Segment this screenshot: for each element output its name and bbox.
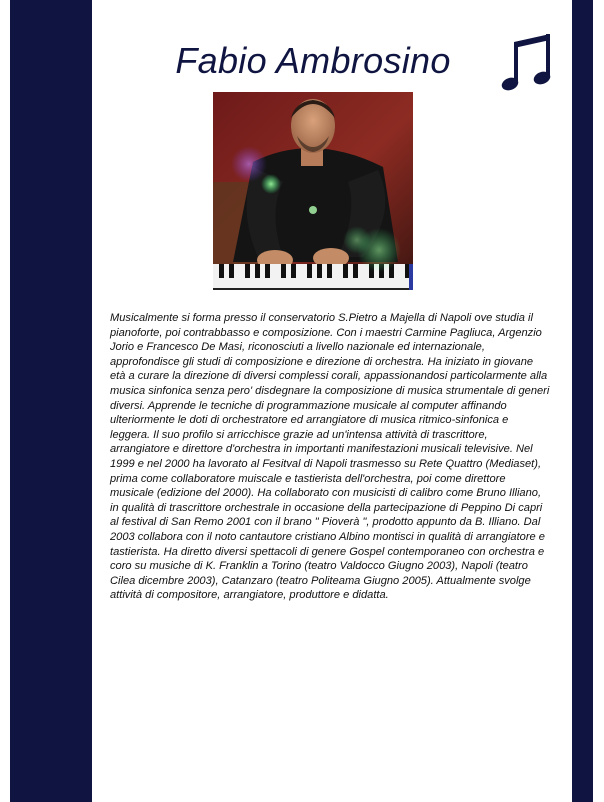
right-sidebar-band [572,0,593,802]
pianist-photo [213,92,413,290]
right-edge [593,0,604,802]
page-title: Fabio Ambrosino [175,40,451,81]
left-sidebar-band [10,0,92,802]
music-note-icon [500,28,556,94]
biography-text: Musicalmente si forma presso il conservatorio S.Pietro a Majella di Napoli ove studia il pianoforte, poi contrabbasso e composizione. Con i maestri Carmine Pagliuca, Argenzio Jorio e Francesco De Masi, riconosciuti a livello nazionale ed internazionale, approfondisce gli studi di composizione e direzione di orchestra. Ha iniziato in giovane età a curare la direzione di diversi complessi corali, appassionandosi particolarmente alla musica sinfonica senza pero' disdegnare la composizione di musica strumentale di generi diversi. Apprende le tecniche di programmazione musicale al computer affinando ulteriormente le doti di orchestratore ed arrangiatore di musica ritmico-sinfonica e leggera. Il suo profilo si arricchisce grazie ad un'intensa attività di trascrittore, arrangiatore e direttore d'orchestra in importanti manifestazioni musicali televisive. Nel 1999 e nel 2000 ha lavorato al Fesitval di Napoli trasmesso su Rete Quattro (Mediaset), prima come collaboratore muiscale e tastierista dell'orchestra, poi come direttore musicale (edizione del 2000). Ha collaborato con musicisti di calibro come Bruno Illiano, in qualità di trascrittore orchestrale in occasione della partecipazione di Peppino Di capri al festival di San Remo 2001 con il brano " Pioverà ", prodotto appunto da B. Illiano. Dal 2003 collabora con il noto cantautore cristiano Albino montisci in qualità di arrangiatore e tastierista. Ha diretto diversi spettacoli di genere Gospel contemporaneo con orchestra e coro su musiche di K. Franklin a Torino (teatro Valdocco Giugno 2003), Napoli (teatro Cilea dicembre 2003), Catanzaro (teatro Politeama Giugno 2005). Attualmente svolge attività di compositore, arrangiatore, produttore e didatta. [110,312,550,602]
